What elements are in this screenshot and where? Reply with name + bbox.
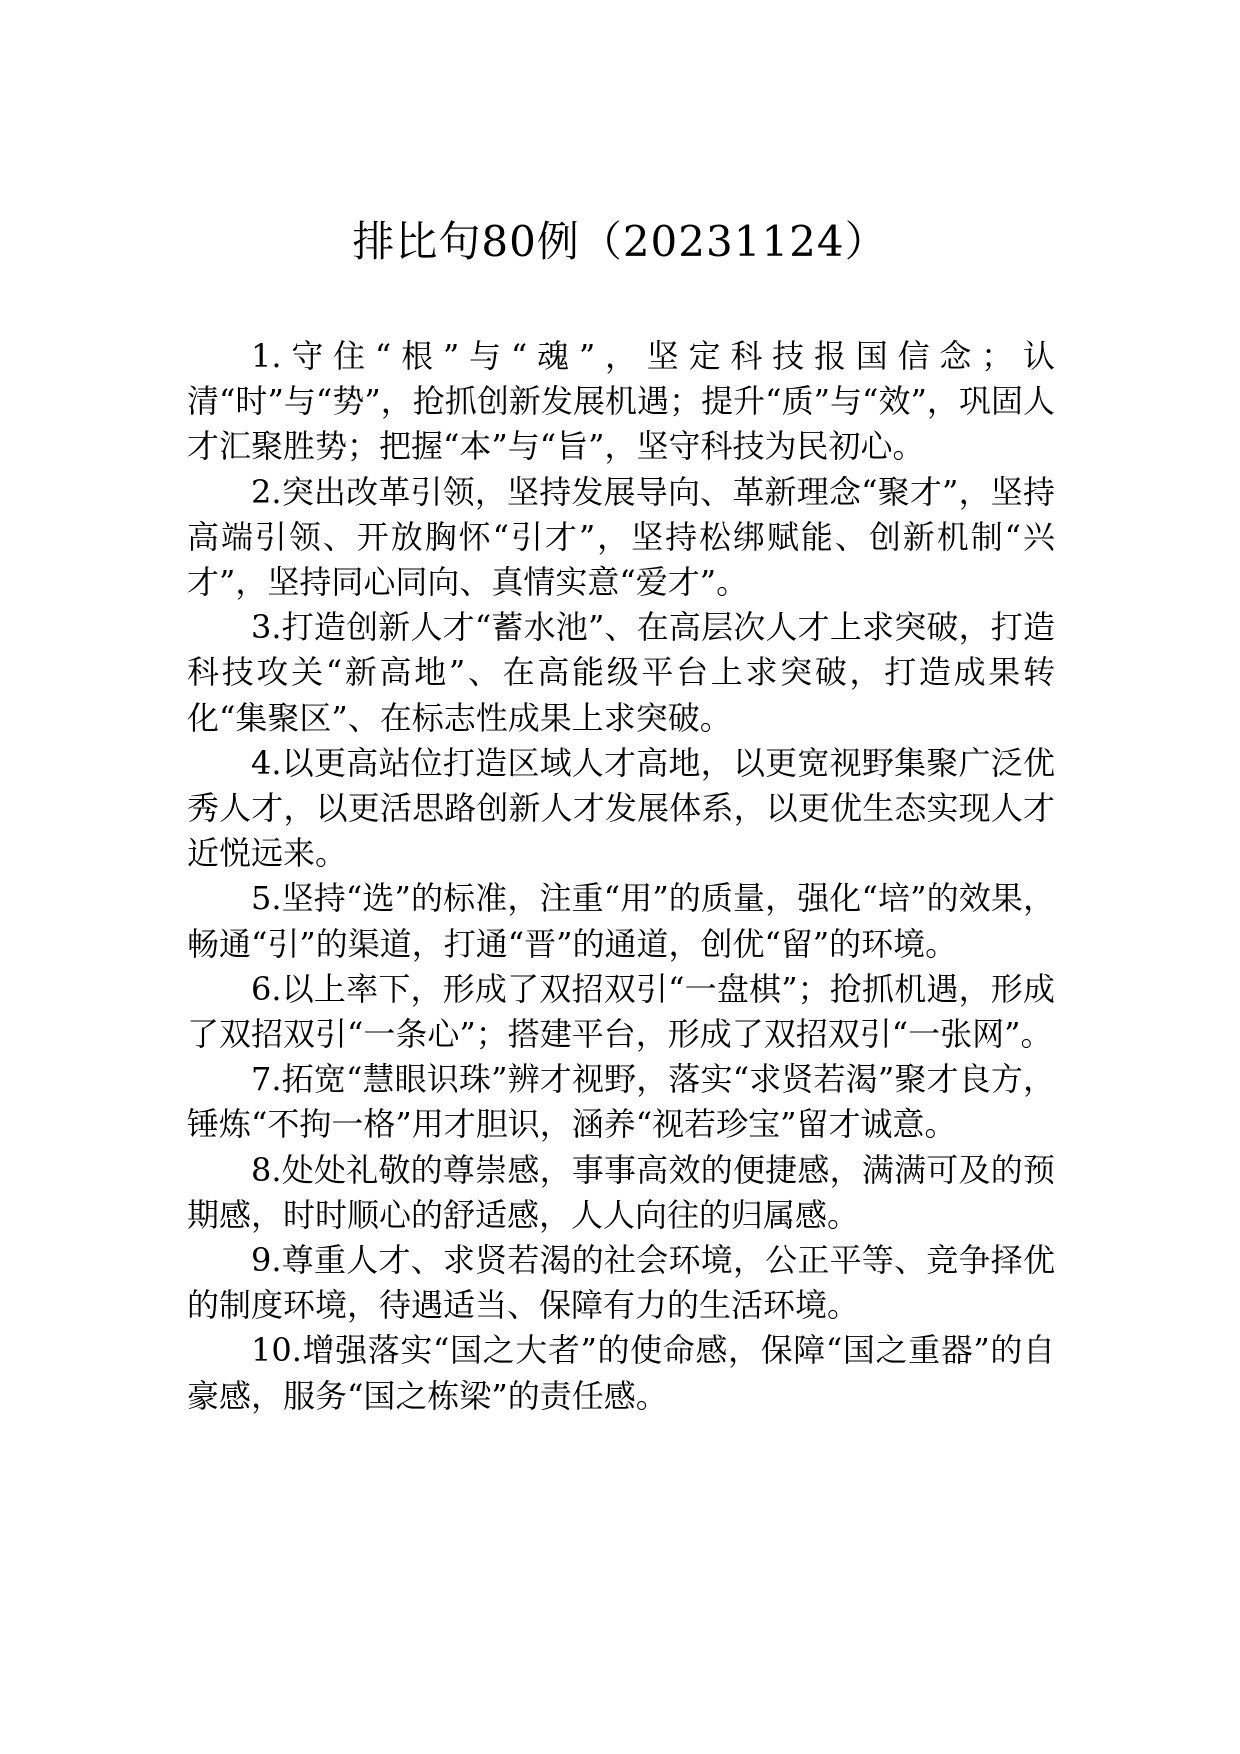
paragraph-9: 9.尊重人才、求贤若渴的社会环境，公正平等、竞争择优的制度环境，待遇适当、保障有力的生活环境。 [187,1241,1055,1325]
paragraph-5: 5.坚持“选”的标准，注重“用”的质量，强化“培”的效果，畅通“引”的渠道，打通“晋”的通道，创优“留”的环境。 [187,879,1055,963]
document-body [187,334,1055,1419]
paragraph-8: 8.处处礼敬的尊崇感，事事高效的便捷感，满满可及的预期感，时时顺心的舒适感，人人向往的归属感。 [187,1150,1055,1234]
paragraph-7: 7.拓宽“慧眼识珠”辨才视野，落实“求贤若渴”聚才良方，锤炼“不拘一格”用才胆识，涵养“视若珍宝”留才诚意。 [187,1060,1055,1144]
paragraph-2: 2.突出改革引领，坚持发展导向、革新理念“聚才”，坚持高端引领、开放胸怀“引才”，坚持松绑赋能、创新机制“兴才”，坚持同心同向、真情实意“爱才”。 [187,472,1055,602]
paragraph-3: 3.打造创新人才“蓄水池”、在高层次人才上求突破，打造科技攻关“新高地”、在高能级平台上求突破，打造成果转化“集聚区”、在标志性成果上求突破。 [187,608,1055,737]
document-title: 排比句80例（20231124） [352,217,888,266]
paragraph-6: 6.以上率下，形成了双招双引“一盘棋”；抢抓机遇，形成了双招双引“一条心”；搭建平台，形成了双招双引“一张网”。 [187,969,1055,1054]
paragraph-1: 1.守住“根”与“魂”，坚定科技报国信念；认清“时”与“势”，抢抓创新发展机遇；提升“质”与“效”，巩固人才汇聚胜势；把握“本”与“旨”，坚守科技为民初心。 [187,337,1055,466]
paragraph-10: 10.增强落实“国之大者”的使命感，保障“国之重器”的自豪感，服务“国之栋梁”的责任感。 [187,1331,1055,1415]
paragraph-4: 4.以更高站位打造区域人才高地，以更宽视野集聚广泛优秀人才，以更活思路创新人才发展体系，以更优生态实现人才近悦远来。 [187,743,1055,873]
